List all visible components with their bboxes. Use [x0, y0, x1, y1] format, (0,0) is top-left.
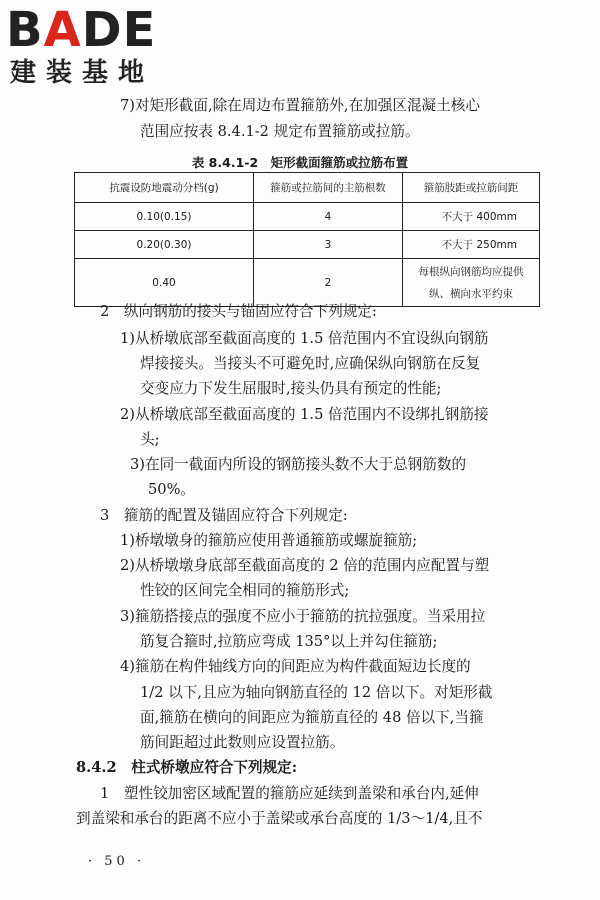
table-cell: 0.40 — [75, 259, 254, 307]
table-row — [75, 259, 540, 307]
text-line: 头; — [140, 431, 160, 448]
table-header-row — [75, 173, 540, 203]
table-cell: 不大于 250mm — [403, 231, 540, 259]
table-cell: 3 — [254, 231, 403, 259]
table-cell: 0.20(0.30) — [75, 231, 254, 259]
table-header: 箍筋或拉筋间的主筋根数 — [254, 173, 403, 203]
text-line: 7)对矩形截面,除在周边布置箍筋外,在加强区混凝土核心 — [120, 97, 480, 114]
table-cell: 4 — [254, 203, 403, 231]
text-line: 面,箍筋在横向的间距应为箍筋直径的 48 倍以下,当箍 — [140, 709, 484, 726]
text-line: 筋间距超过此数则应设置拉筋。 — [140, 734, 345, 751]
table-cell-line: 每根纵向钢筋均应提供 — [418, 265, 524, 278]
logo-brand: BADE — [6, 2, 157, 58]
text-line: 1)从桥墩底部至截面高度的 1.5 倍范围内不宜设纵向钢筋 — [120, 330, 489, 347]
text-line: 3)在同一截面内所设的钢筋接头数不大于总钢筋数的 — [130, 456, 467, 473]
text-line: 50%。 — [148, 481, 196, 498]
text-line: 3)箍筋搭接点的强度不应小于箍筋的抗拉强度。当采用拉 — [120, 608, 486, 625]
text-line: 性铰的区间完全相同的箍筋形式; — [140, 582, 350, 599]
table-cell: 2 — [254, 259, 403, 307]
page-number: · 50 · — [88, 854, 146, 869]
section-heading: 8.4.2 柱式桥墩应符合下列规定: — [76, 759, 298, 776]
text-line: 2)从桥墩墩身底部至截面高度的 2 倍的范围内应配置与塑 — [120, 557, 490, 574]
logo-subtitle: 建装基地 — [10, 58, 155, 88]
table-header: 抗震设防地震动分档(g) — [75, 173, 254, 203]
logo — [6, 2, 176, 92]
table-row — [75, 203, 540, 231]
stirrup-table — [74, 172, 540, 307]
table-cell: 0.10(0.15) — [75, 203, 254, 231]
text-line: 到盖梁和承台的距离不应小于盖梁或承台高度的 1/3～1/4,且不 — [76, 810, 483, 827]
table-caption: 表 8.4.1-2 矩形截面箍筋或拉筋布置 — [191, 155, 409, 170]
text-line: 1)桥墩墩身的箍筋应使用普通箍筋或螺旋箍筋; — [120, 532, 418, 549]
text-line: 范围应按表 8.4.1-2 规定布置箍筋或拉筋。 — [140, 123, 420, 140]
clause-heading: 2 纵向钢筋的接头与锚固应符合下列规定: — [100, 303, 377, 320]
text-line: 1 塑性铰加密区域配置的箍筋应延续到盖梁和承台内,延伸 — [100, 785, 479, 802]
table-cell-line: 纵、横向水平约束 — [429, 287, 513, 300]
table-row — [75, 231, 540, 259]
text-line: 筋复合箍时,拉筋应弯成 135°以上并勾住箍筋; — [140, 633, 438, 650]
table-header: 箍筋肢距或拉筋间距 — [403, 173, 540, 203]
table-cell: 不大于 400mm — [403, 203, 540, 231]
table-cell — [403, 259, 540, 307]
clause-heading: 3 箍筋的配置及锚固应符合下列规定: — [100, 507, 348, 524]
text-line: 2)从桥墩底部至截面高度的 1.5 倍范围内不设绑扎钢筋接 — [120, 406, 489, 423]
text-line: 焊接接头。当接头不可避免时,应确保纵向钢筋在反复 — [140, 355, 481, 372]
text-line: 交变应力下发生屈服时,接头仍具有预定的性能; — [140, 380, 442, 397]
text-line: 1/2 以下,且应为轴向钢筋直径的 12 倍以下。对矩形截 — [140, 684, 493, 701]
text-line: 4)箍筋在构件轴线方向的间距应为构件截面短边长度的 — [120, 658, 471, 675]
